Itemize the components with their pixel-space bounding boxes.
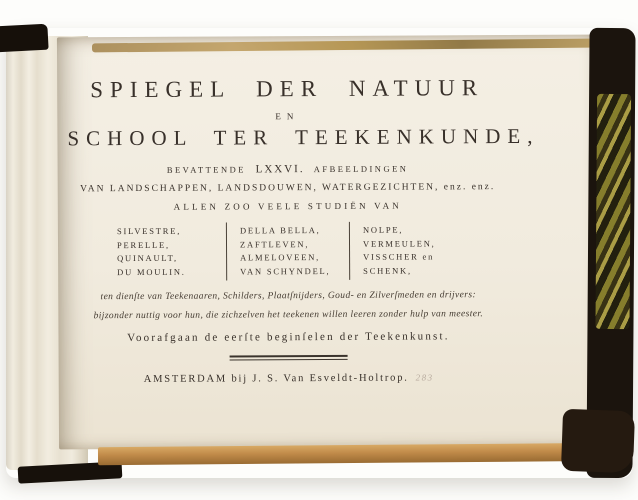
artists-column-1	[104, 223, 226, 282]
imprint-text: AMSTERDAM bij J. S. Van Esveldt-Holtrop.	[143, 372, 409, 385]
audience-line-1: ten dienſte van Teekenaaren, Schilders, Plaatſnijders, Goud- en Zilverſmeden en drijvers:	[100, 290, 477, 303]
preface-line: Voorafgaan de eerſte beginſelen der Teekenkunst.	[127, 330, 450, 345]
artist-name: SCHENK,	[363, 265, 412, 276]
subtitle-line	[68, 162, 508, 176]
artist-name: NOLPE,	[362, 224, 404, 235]
audience-line-2: bijzonder nuttig voor hun, die zichzelven het teekenen willen leeren zonder hulp van meester.	[93, 309, 484, 322]
imprint-line	[69, 372, 509, 385]
title-line-2: SCHOOL TER TEEKENKUNDE,	[67, 123, 540, 151]
artist-name: SILVESTRE,	[116, 225, 182, 237]
subtitle-roman-numeral: LXXVI.	[255, 163, 305, 176]
artist-name: VISSCHER en	[363, 251, 435, 262]
artists-table	[104, 221, 472, 281]
artists-column-2	[226, 222, 349, 281]
conjunction-en: EN	[275, 111, 300, 122]
pencil-annotation: 283	[415, 372, 434, 383]
artist-name: VAN SCHYNDEL,	[240, 265, 331, 276]
artist-name: ZAFTLEVEN,	[239, 238, 310, 249]
studies-line: ALLEN ZOO VEELE STUDIËN VAN	[173, 200, 403, 212]
artist-name: VERMEULEN,	[362, 237, 436, 249]
title-line-1: SPIEGEL DER NATUUR	[90, 75, 485, 103]
artist-name: PERELLE,	[116, 239, 170, 250]
spine-top-left	[0, 24, 49, 53]
artist-name: DELLA BELLA,	[239, 225, 321, 236]
artist-name: DU MOULIN.	[117, 266, 186, 277]
leather-corner-bottom-right	[561, 409, 635, 473]
artist-name: QUINAULT,	[117, 252, 178, 264]
title-page	[57, 35, 599, 450]
subtitle-prefix: BEVATTENDE	[166, 164, 246, 175]
artist-name: ALMELOVEEN,	[240, 252, 321, 263]
divider-rule	[230, 355, 348, 361]
subjects-line: VAN LANDSCHAPPEN, LANDSDOUWEN, WATERGEZICHTEN, enz. enz.	[80, 182, 496, 195]
subtitle-suffix: AFBEELDINGEN	[313, 163, 409, 175]
title-page-content	[67, 35, 540, 385]
marbled-edge	[595, 94, 631, 329]
artists-column-3	[349, 221, 472, 280]
